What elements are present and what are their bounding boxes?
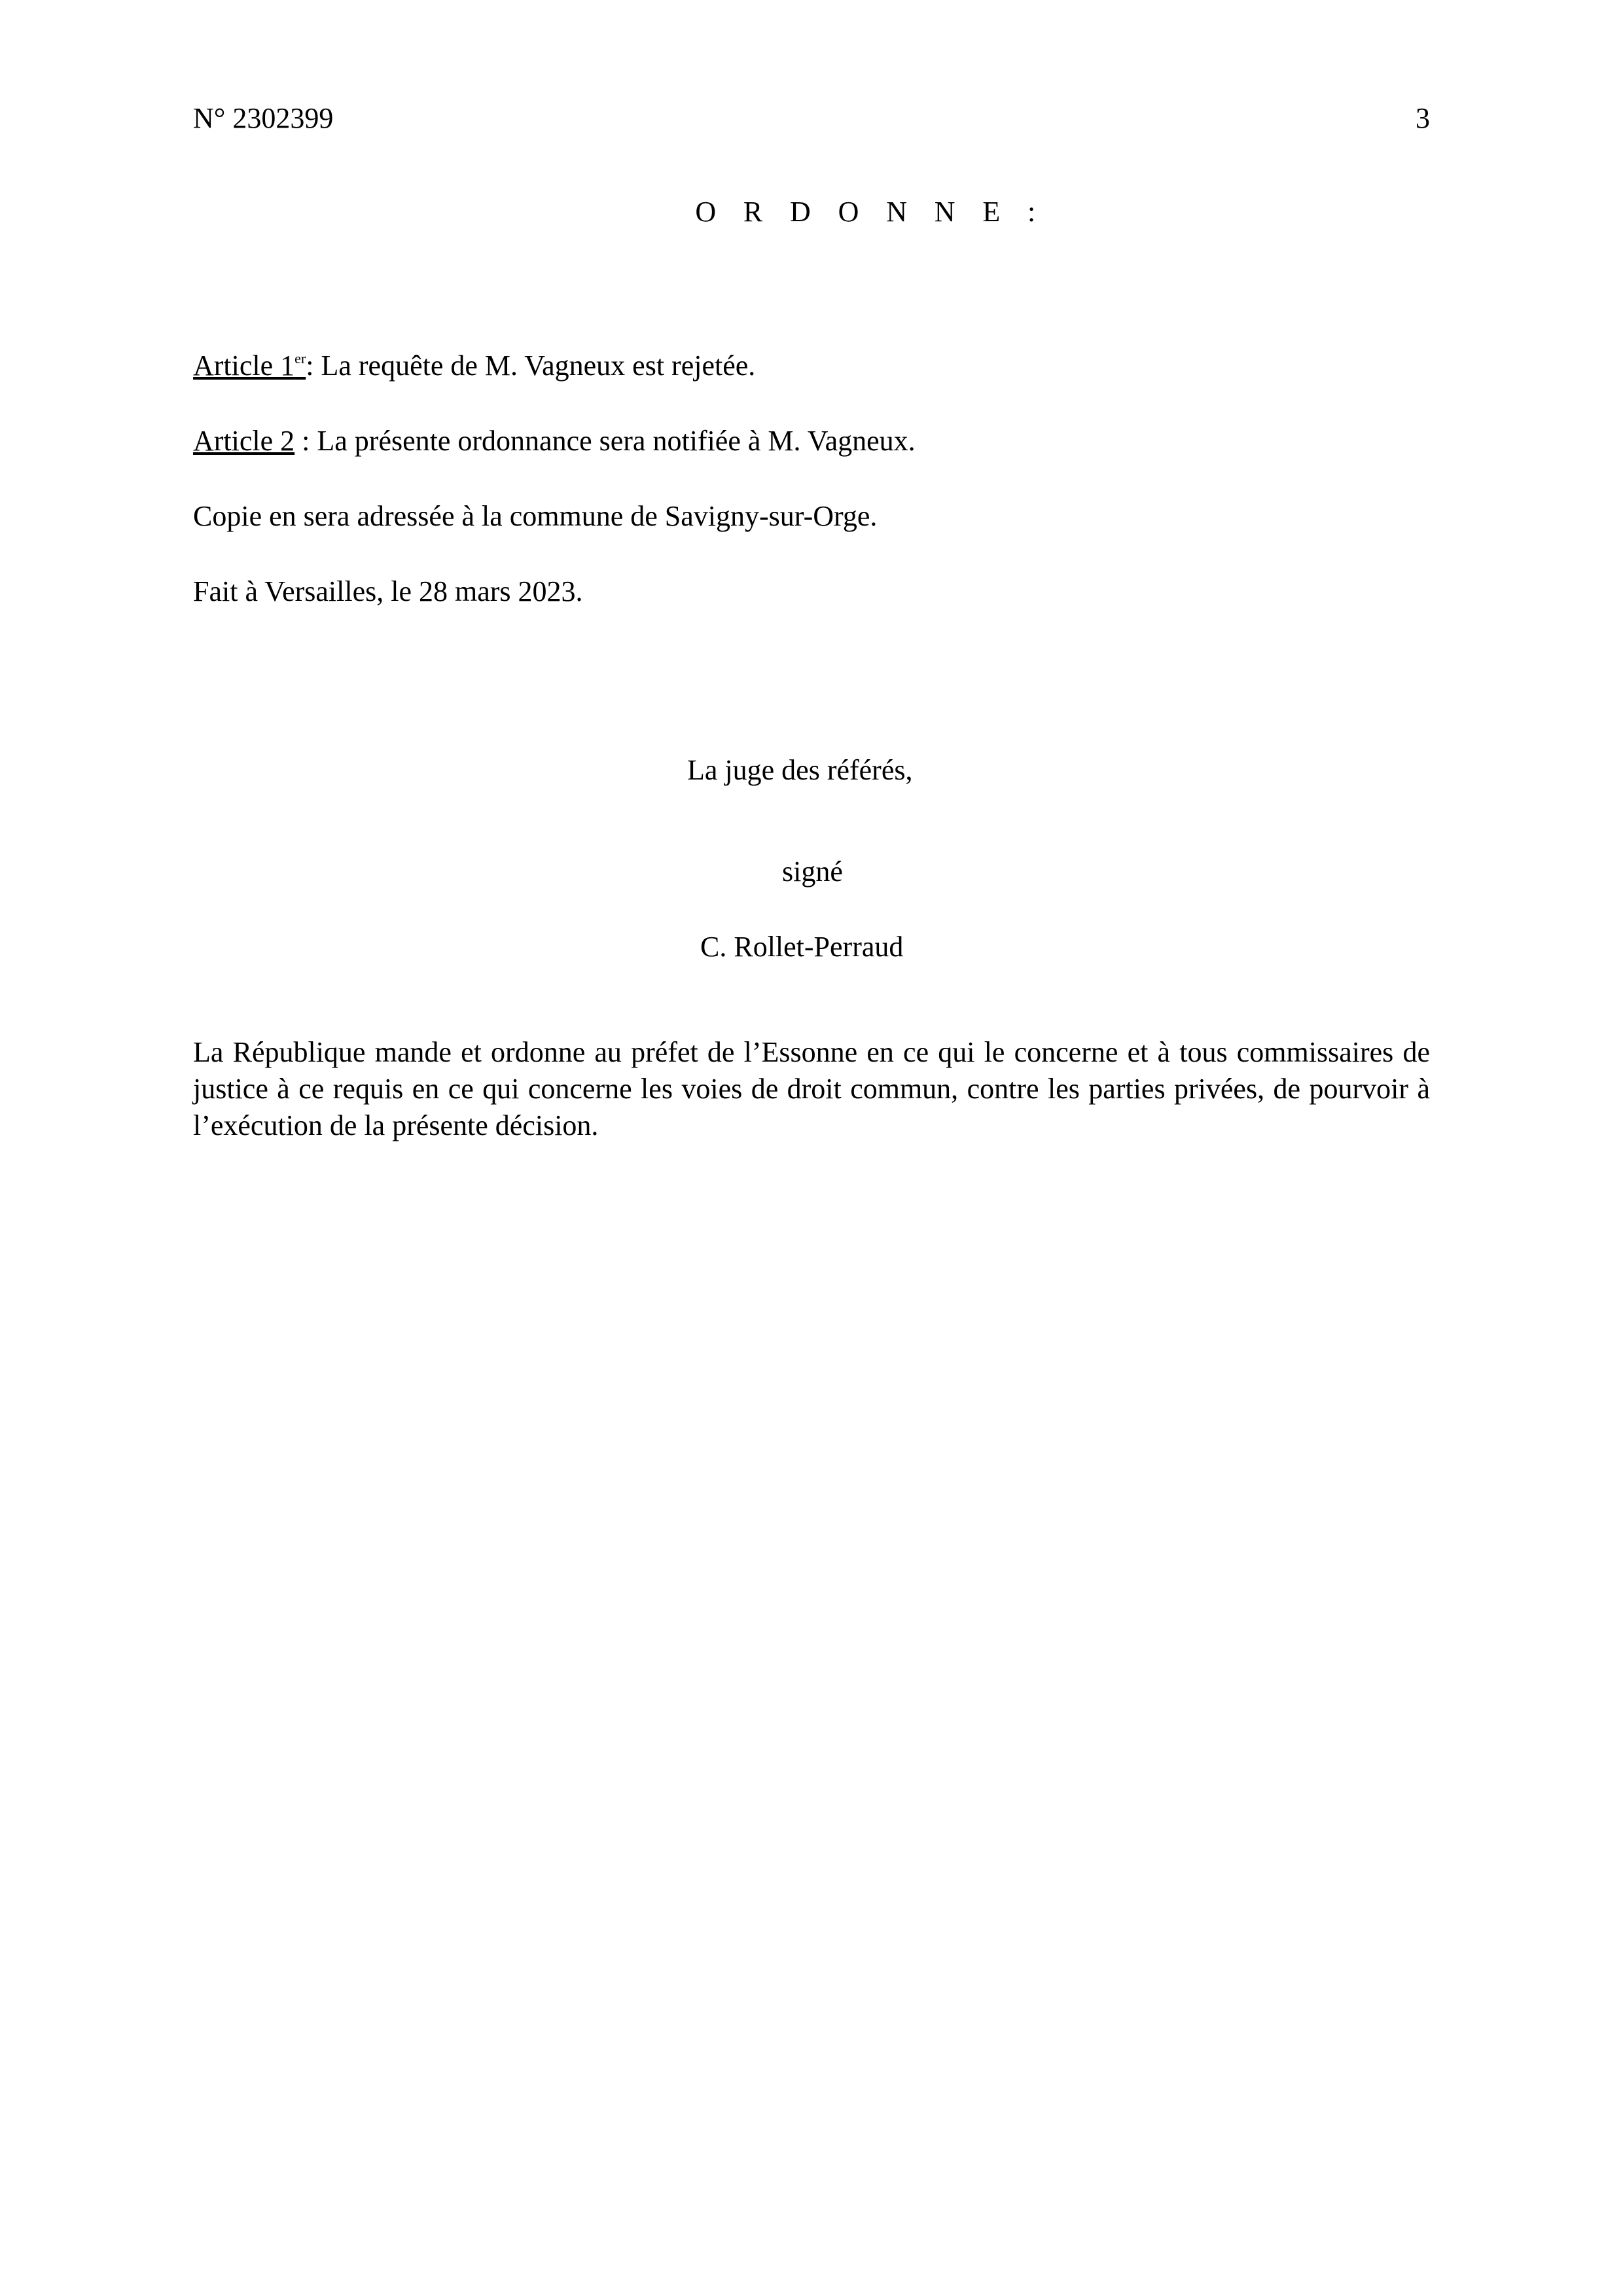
page-number: 3 <box>1416 102 1430 134</box>
article-1 <box>193 347 755 384</box>
article-1-text: : La requête de M. Vagneux est rejetée. <box>306 350 756 382</box>
article-2 <box>193 422 916 459</box>
signatory-name: C. Rollet-Perraud <box>700 931 904 963</box>
copy-notice: Copie en sera adressée à la commune de Savigny-sur-Orge. <box>193 500 878 532</box>
signed-mention: signé <box>782 855 843 888</box>
case-number: N° 2302399 <box>193 102 334 134</box>
article-1-label <box>193 350 306 382</box>
article-2-text: : La présente ordonnance sera notifiée à M. Vagneux. <box>294 425 916 457</box>
article-1-superscript: er <box>294 350 306 367</box>
executory-formula: La République mande et ordonne au préfet de l’Essonne en ce qui le concerne et à tous commissaires de justice à ce requis en ce qui concerne les voies de droit commun, contre les parties privées, de pourvoir à l’exécution de la présente décision. <box>193 1036 1430 1141</box>
judge-title: La juge des référés, <box>687 754 913 786</box>
place-date: Fait à Versailles, le 28 mars 2023. <box>193 575 583 607</box>
article-2-label: Article 2 <box>193 425 295 457</box>
ordonne-heading: O R D O N N E : <box>695 196 1046 228</box>
article-1-label-text: Article 1 <box>193 350 295 382</box>
